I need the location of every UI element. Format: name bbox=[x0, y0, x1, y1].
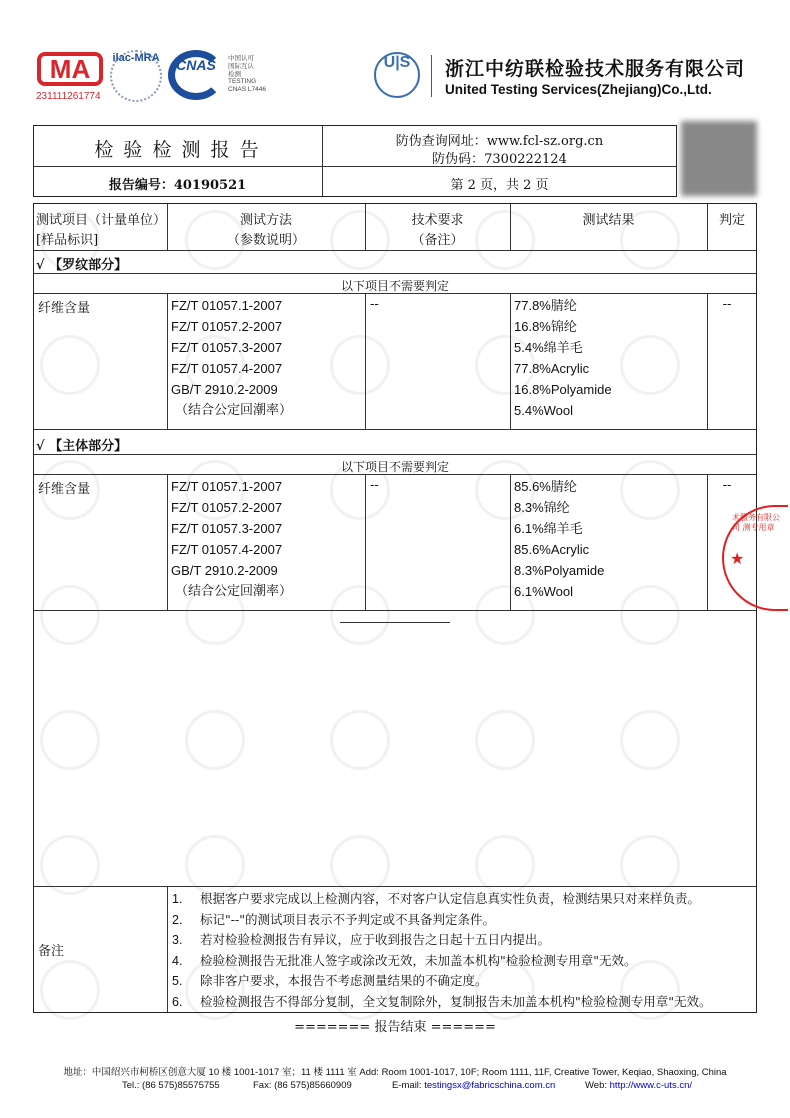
method-line: FZ/T 01057.4-2007 bbox=[171, 542, 283, 557]
footer-fax: Fax: (86 575)85660909 bbox=[253, 1080, 352, 1091]
remark-item: 5. 除非客户要求，本报告不考虑测量结果的不确定度。 bbox=[172, 973, 488, 988]
column-header: 测试项目（计量单位） bbox=[36, 213, 167, 228]
company-name-cn: 浙江中纺联检验技术服务有限公司 bbox=[445, 59, 746, 80]
footer-email: E-mail: testingsx@fabricschina.com.cn bbox=[392, 1080, 556, 1091]
column-header: 判定 bbox=[718, 213, 745, 228]
divider bbox=[33, 293, 757, 294]
divider bbox=[33, 610, 757, 611]
requirement: -- bbox=[370, 478, 379, 493]
method-line: FZ/T 01057.2-2007 bbox=[171, 500, 283, 515]
test-methods bbox=[171, 295, 292, 421]
stamp-star-icon: ★ bbox=[730, 549, 745, 568]
divider bbox=[510, 293, 511, 429]
verify-code: 防伪码：7300222124 bbox=[432, 152, 567, 167]
remarks-list bbox=[172, 889, 712, 1012]
test-methods bbox=[171, 476, 292, 602]
divider bbox=[167, 293, 168, 429]
divider bbox=[33, 429, 757, 430]
section-note: 以下项目不需要判定 bbox=[340, 460, 449, 474]
method-line: （结合公定回潮率） bbox=[175, 403, 293, 418]
divider bbox=[33, 474, 757, 475]
section-title: √ 【罗纹部分】 bbox=[36, 258, 128, 273]
cnas-logo: CNAS bbox=[168, 50, 224, 100]
divider bbox=[167, 474, 168, 610]
requirement: -- bbox=[370, 297, 379, 312]
remark-item: 1. 根据客户要求完成以上检测内容，不对客户认定信息真实性负责，检测结果只对来样负责。 bbox=[172, 891, 701, 906]
result-line: 77.8%Acrylic bbox=[514, 361, 590, 376]
cma-logo: MA bbox=[37, 52, 103, 86]
end-of-report: ======= 报告结束 ====== bbox=[294, 1020, 496, 1035]
column-header-sub: （备注） bbox=[411, 233, 464, 248]
method-line: GB/T 2910.2-2009 bbox=[171, 563, 278, 578]
result-line: 5.4%绵羊毛 bbox=[514, 340, 583, 355]
method-line: FZ/T 01057.1-2007 bbox=[171, 298, 283, 313]
column-header: 测试结果 bbox=[582, 213, 635, 228]
method-line: FZ/T 01057.2-2007 bbox=[171, 319, 283, 334]
test-item: 纤维含量 bbox=[38, 301, 91, 316]
logo-divider bbox=[431, 55, 432, 97]
result-line: 77.8%腈纶 bbox=[514, 298, 577, 313]
test-results bbox=[514, 476, 604, 602]
verify-url: 防伪查询网址：www.fcl-sz.org.cn bbox=[395, 134, 604, 149]
cnas-text: 中国认可 国际互认 检测 TESTING CNAS L7446 bbox=[228, 54, 266, 93]
remark-item: 4. 检验检测报告无批准人签字或涂改无效，未加盖本机构"检验检测专用章"无效。 bbox=[172, 952, 637, 968]
footer-address: 地址：中国绍兴市柯桥区创意大厦 10 楼 1001-1017 室；11 楼 1111 室 Add: Room 1001-1017, 10F; Room 1111, 11F, Creative Tower, Keqiao, Shaoxing, China bbox=[63, 1067, 727, 1078]
company-name-en: United Testing Services(Zhejiang)Co.,Ltd. bbox=[445, 82, 712, 97]
result-line: 8.3%Polyamide bbox=[514, 563, 605, 578]
remark-item: 3. 若对检验检测报告有异议，应于收到报告之日起十五日内提出。 bbox=[172, 932, 551, 947]
ilac-logo: ilac-MRA bbox=[110, 50, 162, 102]
footer-web: Web: http://www.c-uts.cn/ bbox=[585, 1080, 693, 1091]
result-line: 16.8%锦纶 bbox=[514, 319, 577, 334]
method-line: GB/T 2910.2-2009 bbox=[171, 382, 278, 397]
column-header: 测试方法 bbox=[239, 213, 292, 228]
column-header-sub: [样品标识] bbox=[36, 233, 99, 248]
remark-item: 6. 检验检测报告不得部分复制，全文复制除外，复制报告未加盖本机构"检验检测专用章"无效。 bbox=[172, 993, 712, 1009]
report-title: 检 验 检 测 报 告 bbox=[94, 139, 261, 161]
divider bbox=[33, 273, 757, 274]
cma-number: 231111261774 bbox=[36, 91, 101, 102]
method-line: FZ/T 01057.4-2007 bbox=[171, 361, 283, 376]
end-line bbox=[340, 622, 450, 623]
divider bbox=[365, 293, 366, 429]
result-line: 16.8%Polyamide bbox=[514, 382, 612, 397]
qr-code-blurred bbox=[681, 121, 757, 196]
result-line: 85.6%腈纶 bbox=[514, 479, 577, 494]
official-stamp: 术服务有限公司 测专用章 ★ bbox=[722, 505, 788, 611]
test-results bbox=[514, 295, 612, 421]
remarks-label: 备注 bbox=[38, 944, 65, 959]
result-line: 5.4%Wool bbox=[514, 403, 574, 418]
divider bbox=[33, 250, 757, 251]
divider bbox=[365, 474, 366, 610]
web-link[interactable]: http://www.c-uts.cn/ bbox=[609, 1080, 693, 1091]
divider bbox=[167, 886, 168, 1012]
uts-logo: U|S bbox=[374, 52, 420, 98]
method-line: FZ/T 01057.3-2007 bbox=[171, 521, 283, 536]
result-line: 85.6%Acrylic bbox=[514, 542, 590, 557]
remark-item: 2. 标记"--"的测试项目表示不予判定或不具备判定条件。 bbox=[172, 911, 495, 927]
divider bbox=[33, 886, 757, 887]
result-line: 6.1%Wool bbox=[514, 584, 574, 599]
result-line: 6.1%绵羊毛 bbox=[514, 521, 583, 536]
divider bbox=[707, 293, 708, 429]
email-link[interactable]: testingsx@fabricschina.com.cn bbox=[424, 1080, 556, 1091]
column-header: 技术要求 bbox=[411, 213, 464, 228]
divider bbox=[33, 454, 757, 455]
divider bbox=[510, 474, 511, 610]
judgement: -- bbox=[722, 297, 732, 312]
test-item: 纤维含量 bbox=[38, 482, 91, 497]
section-title: √ 【主体部分】 bbox=[36, 439, 128, 454]
column-header-sub: （参数说明） bbox=[226, 233, 305, 248]
method-line: （结合公定回潮率） bbox=[175, 584, 293, 599]
judgement: -- bbox=[722, 478, 732, 493]
method-line: FZ/T 01057.3-2007 bbox=[171, 340, 283, 355]
divider bbox=[707, 474, 708, 610]
result-line: 8.3%锦纶 bbox=[514, 500, 570, 515]
section-note: 以下项目不需要判定 bbox=[340, 279, 449, 293]
report-number: 报告编号：40190521 bbox=[108, 178, 247, 193]
method-line: FZ/T 01057.1-2007 bbox=[171, 479, 283, 494]
footer-tel: Tel.: (86 575)85575755 bbox=[122, 1080, 220, 1091]
page-number: 第 2 页，共 2 页 bbox=[450, 178, 549, 193]
